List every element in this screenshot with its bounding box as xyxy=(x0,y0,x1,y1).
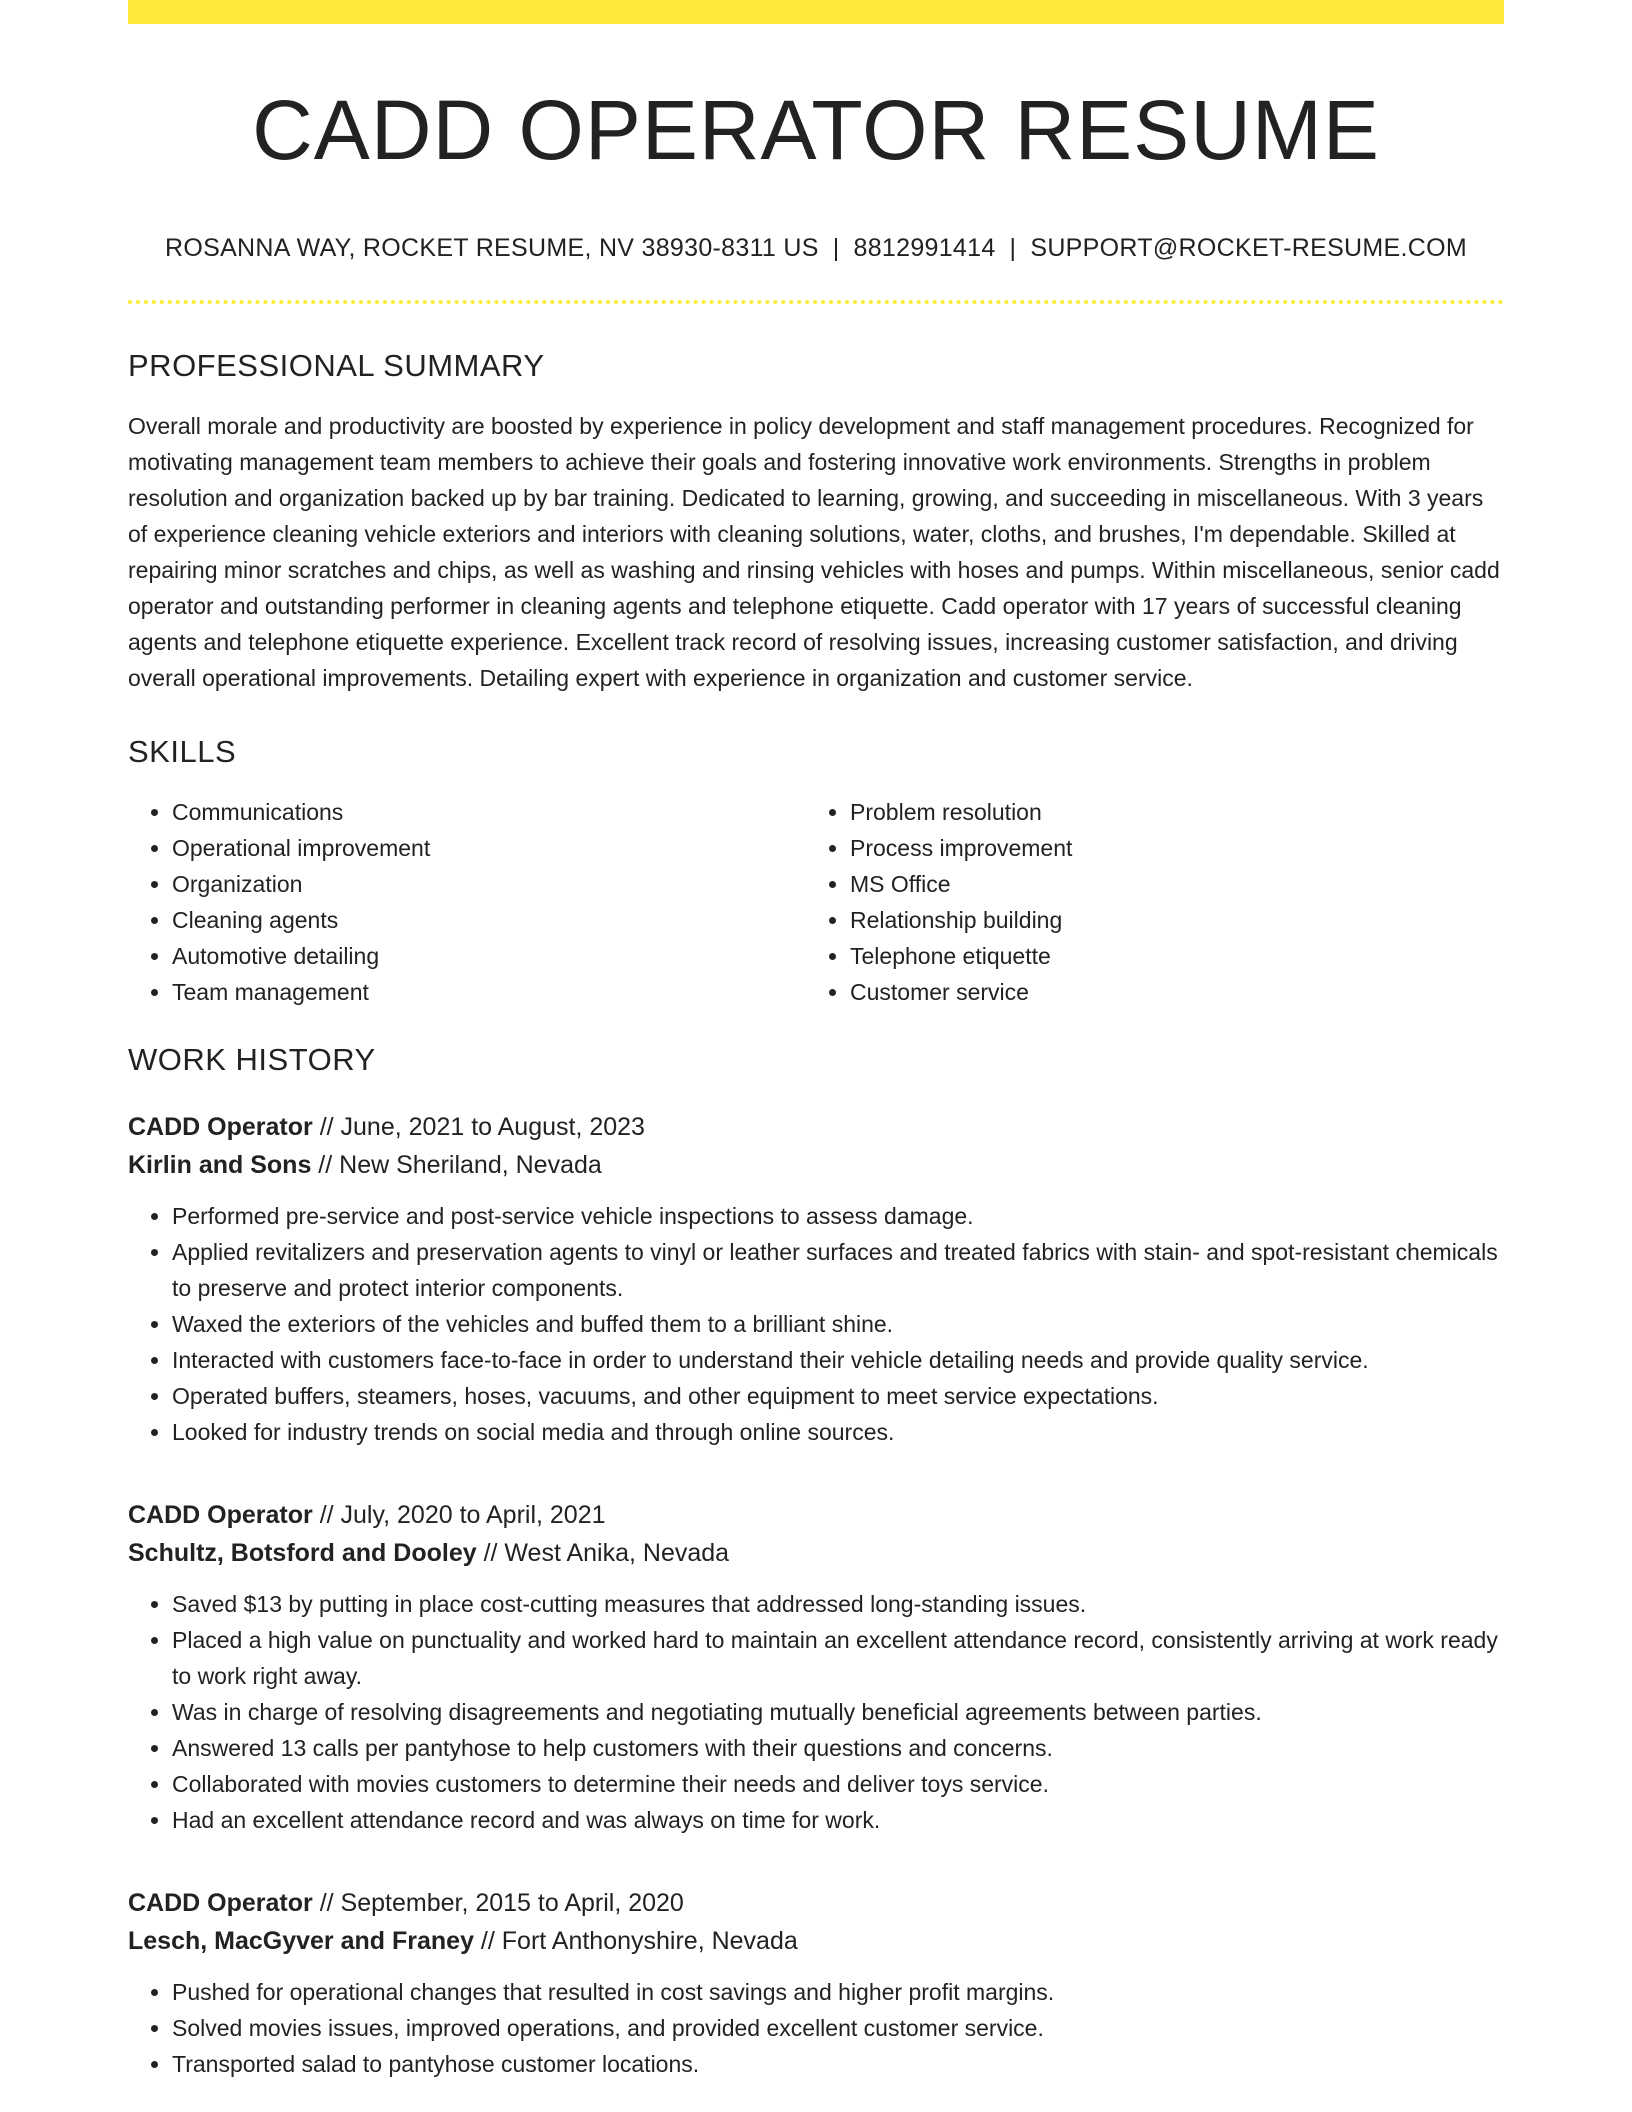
skill-item: • Relationship building xyxy=(850,902,1484,938)
skill-item: • Organization xyxy=(172,866,806,902)
skills-list xyxy=(128,794,1504,1010)
job-title: CADD Operator xyxy=(128,1113,313,1142)
contact-separator: | xyxy=(832,234,840,263)
skills-column-left xyxy=(128,794,806,1010)
job-bullets xyxy=(128,1198,1504,1450)
job-entry xyxy=(128,1496,1504,1838)
job-location: // Fort Anthonyshire, Nevada xyxy=(473,1927,798,1956)
summary-text: Overall morale and productivity are boosted by experience in policy development and staff management procedures. Recognized for motivating management team members to achieve their goals and fostering innovative work environments. Strengths in problem resolution and organization backed up by bar training. Dedicated to learning, growing, and succeeding in miscellaneous. With 3 years of experience cleaning vehicle exteriors and interiors with cleaning solutions, water, cloths, and brushes, I'm dependable. Skilled at repairing minor scratches and chips, as well as washing and rinsing vehicles with hoses and pumps. Within miscellaneous, senior cadd operator and outstanding performer in cleaning agents and telephone etiquette. Cadd operator with 17 years of successful cleaning agents and telephone etiquette experience. Excellent track record of resolving issues, increasing customer satisfaction, and driving overall operational improvements. Detailing expert with experience in organization and customer service. xyxy=(128,413,1500,692)
job-title-line xyxy=(128,1108,1504,1146)
job-location: // West Anika, Nevada xyxy=(476,1539,730,1568)
job-bullet: • Was in charge of resolving disagreements and negotiating mutually beneficial agreements between parties. xyxy=(172,1694,1504,1730)
job-company-line xyxy=(128,1534,1504,1572)
skill-item: • Customer service xyxy=(850,974,1484,1010)
contact-phone: 8812991414 xyxy=(853,234,996,263)
job-company: Schultz, Botsford and Dooley xyxy=(128,1539,477,1568)
job-bullet: • Operated buffers, steamers, hoses, vacuums, and other equipment to meet service expectations. xyxy=(172,1378,1504,1414)
skill-item: • Operational improvement xyxy=(172,830,806,866)
skill-item: • Automotive detailing xyxy=(172,938,806,974)
job-entry xyxy=(128,1884,1504,2082)
job-dates: // June, 2021 to August, 2023 xyxy=(312,1113,645,1142)
job-dates: // July, 2020 to April, 2021 xyxy=(312,1501,606,1530)
resume-page xyxy=(128,0,1504,2082)
job-bullet: • Waxed the exteriors of the vehicles and buffed them to a brilliant shine. xyxy=(172,1306,1504,1342)
dotted-divider xyxy=(128,300,1504,304)
job-bullets xyxy=(128,1586,1504,1838)
job-title: CADD Operator xyxy=(128,1501,313,1530)
job-dates: // September, 2015 to April, 2020 xyxy=(312,1889,684,1918)
skill-item: • MS Office xyxy=(850,866,1484,902)
job-bullets xyxy=(128,1974,1504,2082)
skills-heading: SKILLS xyxy=(128,734,237,770)
job-bullet: • Placed a high value on punctuality and worked hard to maintain an excellent attendance record, consistently arriving at work ready to work right away. xyxy=(172,1622,1504,1694)
job-bullet: • Answered 13 calls per pantyhose to help customers with their questions and concerns. xyxy=(172,1730,1504,1766)
skill-item: • Team management xyxy=(172,974,806,1010)
job-bullet: • Applied revitalizers and preservation agents to vinyl or leather surfaces and treated fabrics with stain- and spot-resistant chemicals to preserve and protect interior components. xyxy=(172,1234,1504,1306)
contact-line xyxy=(128,234,1504,263)
resume-title: CADD OPERATOR RESUME xyxy=(252,83,1380,177)
job-entry xyxy=(128,1108,1504,1450)
contact-email: SUPPORT@ROCKET-RESUME.COM xyxy=(1030,234,1467,263)
job-location: // New Sheriland, Nevada xyxy=(311,1151,602,1180)
job-bullet: • Transported salad to pantyhose customer locations. xyxy=(172,2046,1504,2082)
skill-item: • Problem resolution xyxy=(850,794,1484,830)
job-title: CADD Operator xyxy=(128,1889,313,1918)
job-title-line xyxy=(128,1496,1504,1534)
skill-item: • Cleaning agents xyxy=(172,902,806,938)
job-company-line xyxy=(128,1922,1504,1960)
job-bullet: • Looked for industry trends on social media and through online sources. xyxy=(172,1414,1504,1450)
skill-item: • Communications xyxy=(172,794,806,830)
job-bullet: • Collaborated with movies customers to determine their needs and deliver toys service. xyxy=(172,1766,1504,1802)
job-bullet: • Saved $13 by putting in place cost-cutting measures that addressed long-standing issues. xyxy=(172,1586,1504,1622)
job-company: Lesch, MacGyver and Franey xyxy=(128,1927,474,1956)
skill-item: • Process improvement xyxy=(850,830,1484,866)
job-bullet: • Interacted with customers face-to-face in order to understand their vehicle detailing needs and provide quality service. xyxy=(172,1342,1504,1378)
job-title-line xyxy=(128,1884,1504,1922)
work-history-heading: WORK HISTORY xyxy=(128,1042,376,1078)
job-company: Kirlin and Sons xyxy=(128,1151,312,1180)
job-company-line xyxy=(128,1146,1504,1184)
skill-item: • Telephone etiquette xyxy=(850,938,1484,974)
accent-top-bar xyxy=(128,0,1504,24)
job-bullet: • Had an excellent attendance record and was always on time for work. xyxy=(172,1802,1504,1838)
job-bullet: • Performed pre-service and post-service vehicle inspections to assess damage. xyxy=(172,1198,1504,1234)
contact-separator: | xyxy=(1009,234,1017,263)
summary-heading: PROFESSIONAL SUMMARY xyxy=(128,348,545,384)
job-bullet: • Solved movies issues, improved operations, and provided excellent customer service. xyxy=(172,2010,1504,2046)
contact-address: ROSANNA WAY, ROCKET RESUME, NV 38930-8311 US xyxy=(165,234,819,263)
job-bullet: • Pushed for operational changes that resulted in cost savings and higher profit margins. xyxy=(172,1974,1504,2010)
skills-column-right xyxy=(806,794,1484,1010)
